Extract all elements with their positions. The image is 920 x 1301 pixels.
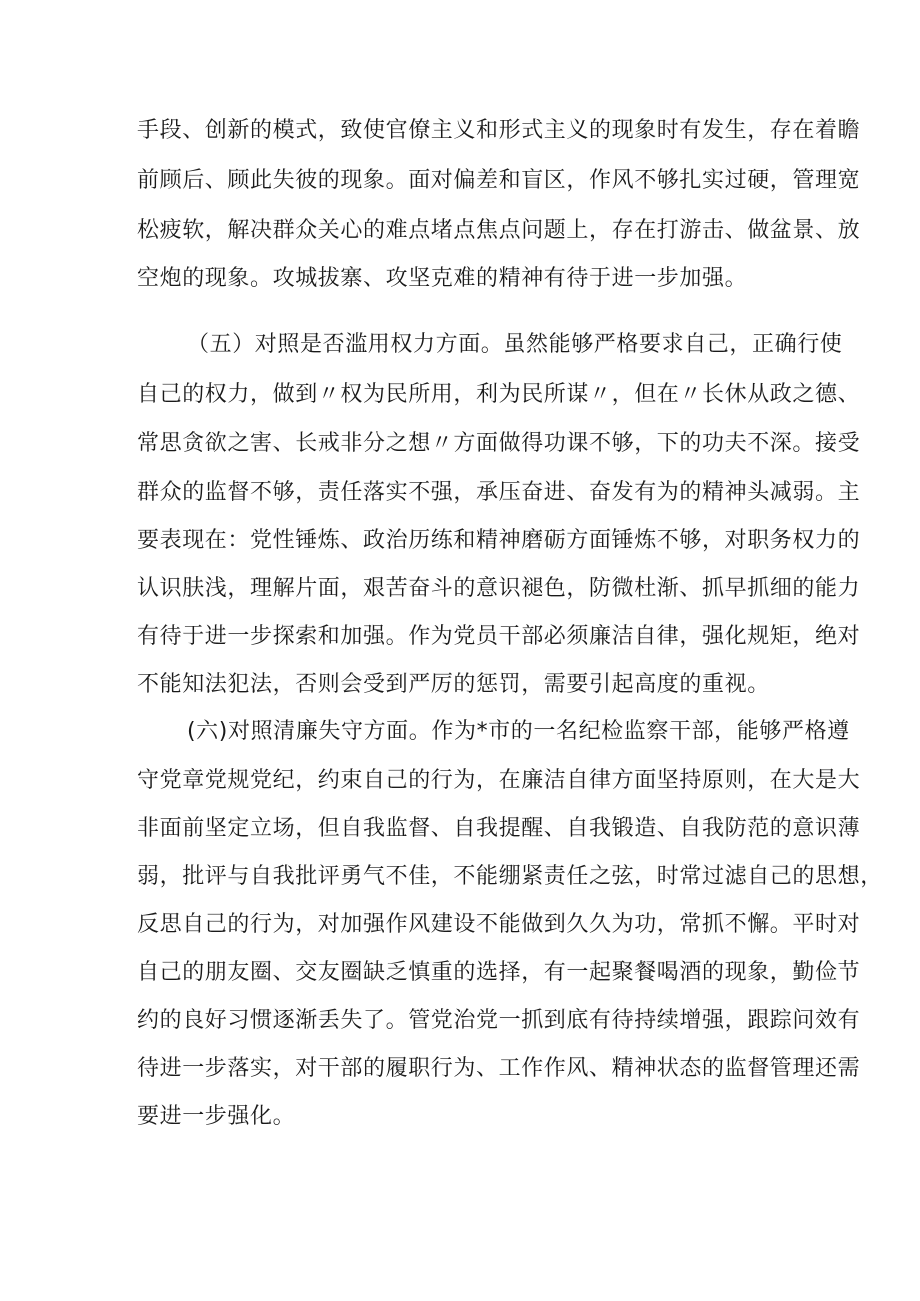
paragraph-2-line-1: （五）对照是否滥用权力方面。虽然能够严格要求自己，正确行使 [187,332,843,357]
paragraph-2-line-3: 常思贪欲之害、长戒非分之想〃方面做得功课不够，下的功夫不深。接受 [137,431,861,456]
paragraph-2-line-5: 要表现在：党性锤炼、政治历练和精神磨砺方面锤炼不够，对职务权力的 [137,528,861,553]
paragraph-3-line-7: 约的良好习惯逐渐丢失了。管党治党一抓到底有待持续增强，跟踪问效有 [137,1008,861,1033]
paragraph-3-line-9: 要进一步强化。 [137,1104,296,1129]
paragraph-1-line-2: 前顾后、顾此失彼的现象。面对偏差和盲区，作风不够扎实过硬，管理宽 [137,168,861,193]
paragraph-1-line-3: 松疲软，解决群众关心的难点堵点焦点问题上，存在打游击、做盆景、放 [137,218,861,243]
paragraph-2-line-4: 群众的监督不够，责任落实不强，承压奋进、奋发有为的精神头减弱。主 [137,480,861,505]
paragraph-3-line-2: 守党章党规党纪，约束自己的行为，在廉洁自律方面坚持原则，在大是大 [137,768,861,793]
paragraph-3-line-6: 自己的朋友圈、交友圈缺乏慎重的选择，有一起聚餐喝酒的现象，勤俭节 [137,960,861,985]
paragraph-3-line-5: 反思自己的行为，对加强作风建设不能做到久久为功，常抓不懈。平时对 [137,912,861,937]
paragraph-1-line-1: 手段、创新的模式，致使官僚主义和形式主义的现象时有发生，存在着瞻 [137,118,861,143]
paragraph-3-line-1: (六)对照清廉失守方面。作为*市的一名纪检监察干部，能够严格遵 [187,719,850,744]
paragraph-1-line-4: 空炮的现象。攻城拔寨、攻坚克难的精神有待于进一步加强。 [137,266,748,291]
paragraph-3-line-8: 待进一步落实，对干部的履职行为、工作作风、精神状态的监督管理还需 [137,1056,861,1081]
paragraph-3-line-4: 弱，批评与自我批评勇气不佳，不能绷紧责任之弦，时常过滤自己的思想， [137,864,883,889]
paragraph-2-line-6: 认识肤浅，理解片面，艰苦奋斗的意识褪色，防微杜渐、抓早抓细的能力 [137,576,861,601]
paragraph-3-line-3: 非面前坚定立场，但自我监督、自我提醒、自我锻造、自我防范的意识薄 [137,816,861,841]
paragraph-2-line-7: 有待于进一步探索和加强。作为党员干部必须廉洁自律，强化规矩，绝对 [137,624,861,649]
paragraph-2-line-2: 自己的权力，做到〃权为民所用，利为民所谋〃，但在〃长休从政之德、 [137,382,861,407]
paragraph-2-line-8: 不能知法犯法，否则会受到严厉的惩罚，需要引起高度的重视。 [137,672,770,697]
